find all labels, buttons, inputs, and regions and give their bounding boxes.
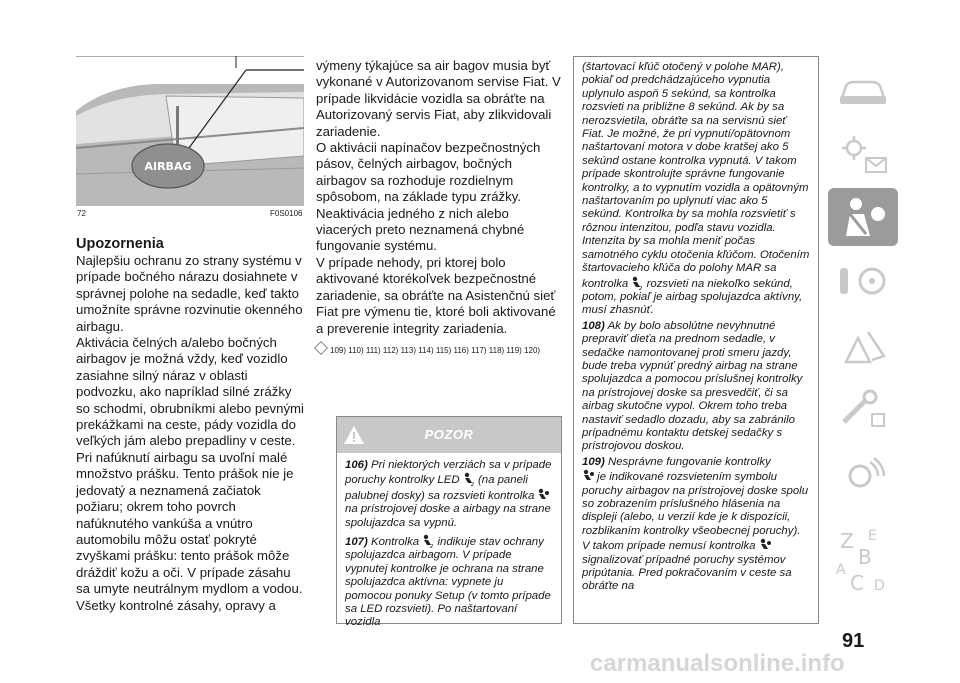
tab-multimedia[interactable] [828,444,898,502]
figure-number: 72 [77,209,86,218]
note-references: 109) 110) 111) 112) 113) 114) 115) 116) 117) 118) 119) 120) [316,343,562,357]
section-heading: Upozornenia [76,236,164,252]
warning-box-continued [573,56,819,624]
index-letter: E [868,528,877,544]
figure-code: F0S0106 [270,209,303,218]
tab-emergency[interactable] [828,316,898,374]
warning-lights-icon [828,124,898,182]
col2-paragraph-1: výmeny týkajúce sa air bagov musia byť vykonané v Autorizovanom servise Fiat. V prípade likvidácie vozidla sa obráťte na Autorizovaný servis Fiat, aby zlikvidovali zariadenie. [316,58,561,139]
col1-paragraph-1: Najlepšiu ochranu zo strany systému v prípade bočného nárazu dosiahnete v správnej polohe na sedadle, keď takto umožníte správne rozvinutie okenného airbagu. [76,253,303,334]
airbag-badge-text: AIRBAG [144,160,192,173]
warning-note-109: 109) Nesprávne fungovanie kontrolky je indikované rozsvietením symbolu poruchy airbagov na prístrojovej doske spolu so zobrazením príslušného hlásenia na displeji (alebo, u verzií kde je k dispozícii, rozblikaním kontrolky všeobecnej poruchy). V takom prípade nemusí kontrolka signalizovať prípadné poruchy systémov pripútania. Pred pokračovaním v ceste sa obráťte na [582,455,809,593]
wrench-icon [828,380,898,438]
index-letter: B [858,545,872,569]
warning-box [336,416,562,629]
airbag-warning-icon [537,488,549,502]
tab-maintenance[interactable] [828,380,898,438]
warning-note-107-continued: (štartovací kľúč otočený v polohe MAR), pokiaľ od predchádzajúceho vypnutia uplynulo aspoň 5 sekúnd, sa kontrolka rozsvieti na približne 8 sekúnd. Ak by sa nerozsvietila, obráťte sa na servisnú sieť Fiat. Je možné, že pri vypnutí/opätovnom naštartovaní motora v dobe kratšej ako 5 sekúnd ostane kontrolka vypnutá. V takom prípade skontrolujte správne fungovanie kontrolky, a to vypnutím vozidla a opätovným naštartovaním po uplynutí viac ako 5 sekúnd. Kontrolka by sa mohla rozsvietiť s rôznou intenzitou, podľa stavu vozidla. Intenzita by sa mohla meniť počas samotného cyklu otočenia kľúčom. Otočením štartovacieho kľúča do polohy MAR sa kontrolka 2 rozsvieti na niekoľko sekúnd, potom, pokiaľ je airbag spolujazdca aktívny, musí zhasnúť. [582,61,810,317]
multimedia-icon [828,444,898,502]
steering-wheel-icon [828,252,898,310]
warning-note-106: 106) Pri niektorých verziách sa v prípade poruchy kontrolky LED 2 (na paneli palubnej dosky) sa rozsvieti kontrolka na prístrojovej doske a airbagy na strane spolujazdca sa vypnú. [345,459,552,529]
index-letter: D [874,578,885,594]
svg-text:2: 2 [430,544,434,549]
page-number: 91 [842,630,865,652]
col1-paragraph-3: Pri nafúknutí airbagu sa uvoľní malé množstvo prášku. Tento prášok nie je jedovatý a neznamená začiatok požiaru; okrem toho povrch nafúknutého vankúša a vnútro automobilu môžu ostať pokryté zvyškami prášku: tento prášok môže dráždiť kožu a oči. V prípade zásahu sa umyte neutrálnym mydlom a vodou. Všetky kontrolné zásahy, opravy a [76,449,303,613]
airbag-off-icon [422,534,434,548]
svg-text:2: 2 [639,285,643,290]
tab-dashboard-lights[interactable] [828,124,898,182]
airbag-off-icon [631,276,643,290]
tab-safety[interactable] [828,188,898,246]
airbag-warning-icon [582,469,594,483]
airbag-off-icon [463,472,475,486]
note-icon [314,341,328,355]
index-letter: C [850,571,864,595]
tab-starting-driving[interactable] [828,252,898,310]
airbag-warning-icon [759,538,771,552]
index-letter: Z [840,529,854,553]
warning-note-107: 107) Kontrolka 2 indikuje stav ochrany spolujazdca airbagom. V prípade vypnutej kontrolke je ochrana na strane spolujazdca aktívna: vypnete ju pomocou ponuky Setup (v tomto prípade sa LED rozsvieti). Po naštartovaní vozidla [345,536,551,629]
seatbelt-airbag-icon [828,188,898,246]
warning-header [337,417,561,453]
col2-paragraph-3: V prípade nehody, pri ktorej bolo aktivované ktorékoľvek bezpečnostné zariadenie, sa obráťte na Asistenčnú sieť Fiat pre výmenu tie, ktoré boli aktivované a preverenie integrity zariadenia. [316,254,556,336]
svg-text:2: 2 [470,482,474,487]
alphabet-index-icon [828,508,898,608]
column-1 [76,235,306,614]
emergency-triangle-icon [828,316,898,374]
column-2 [316,58,562,357]
tab-knowing-the-car[interactable] [828,60,898,118]
col2-paragraph-2: O aktivácii napínačov bezpečnostných pásov, čelných airbagov, bočných airbagov sa rozhoduje rozdielnym spôsobom, na základe typu zrážky. Neaktivácia jedného z nich alebo viacerých preto neznamená chybné fungovanie systému. [316,140,541,254]
warning-note-108: 108) Ak by bolo absolútne nevyhnutné prepraviť dieťa na prednom sedadle, v sedačke namontovanej proti smeru jazdy, bude treba vypnúť predný airbag na strane spolujazdca a pomocou príslušnej kontrolky na prístrojovej doske sa presvedčiť, či sa airbag skutočne vypol. Okrem toho treba nastaviť sedadlo dozadu, aby sa zabránilo prípadnému kontaktu detskej sedačky s prístrojovou doskou. [582,319,803,453]
airbag-figure [76,56,304,206]
tab-index[interactable] [828,508,898,608]
col1-paragraph-2: Aktivácia čelných a/alebo bočných airbagov je možná vždy, keď vozidlo zasiahne silný náraz v oblasti podvozku, ako napríklad silné zrážky so schodmi, obrubníkmi alebo pevnými prekážkami na ceste, pády vozidla do veľkých jám alebo prepadliny v ceste. [76,335,304,449]
watermark: carmanualsonline.info [590,650,845,677]
index-letter: A [836,562,846,578]
car-icon [828,60,898,118]
warning-title: POZOR [424,427,474,442]
